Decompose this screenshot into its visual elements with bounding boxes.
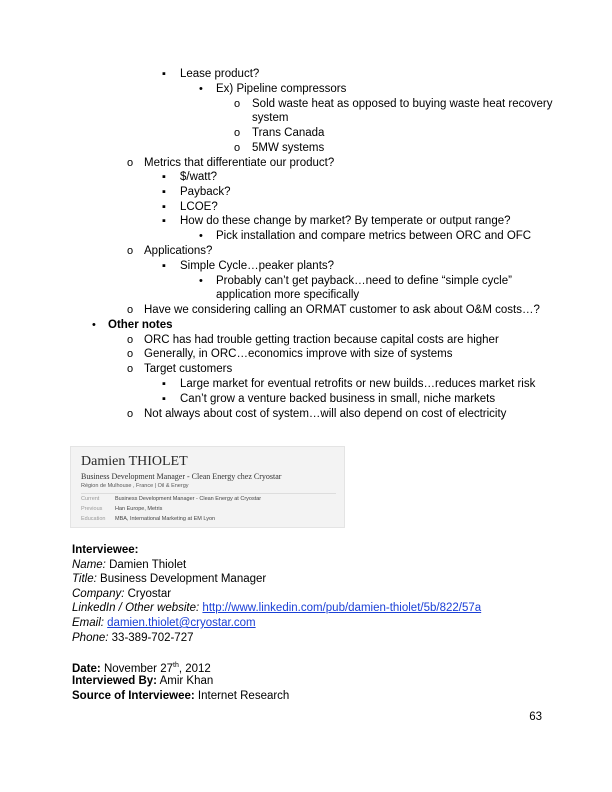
outline-item: 5MW systems xyxy=(252,142,325,154)
date-year: , 2012 xyxy=(178,662,211,675)
outline-item: Lease product? xyxy=(180,68,260,80)
outline-item: Generally, in ORC…economics improve with size of systems xyxy=(144,348,453,360)
bullet-marker: o xyxy=(127,157,134,169)
card-name: Damien THIOLET xyxy=(81,454,188,469)
bullet-marker: o xyxy=(127,408,134,420)
interviewee-name-row xyxy=(72,558,186,572)
outline-item: Ex) Pipeline compressors xyxy=(216,83,347,95)
interviewed-by-label: Interviewed By: xyxy=(72,675,157,687)
bullet-marker: • xyxy=(92,319,96,331)
linkedin-profile-card xyxy=(70,446,345,528)
bullet-marker: ▪ xyxy=(162,171,166,183)
bullet-marker: o xyxy=(127,363,134,375)
source-value: Internet Research xyxy=(197,690,290,702)
outline-item: Probably can’t get payback…need to define “simple cycle” xyxy=(216,275,512,287)
outline-item: Simple Cycle…peaker plants? xyxy=(180,260,335,272)
outline-item: Sold waste heat as opposed to buying waste heat recovery xyxy=(252,98,553,110)
card-current-label: Current xyxy=(81,496,100,502)
email-link[interactable]: damien.thiolet@cryostar.com xyxy=(107,617,256,629)
interviewee-phone-row xyxy=(72,631,194,645)
outline-item: Payback? xyxy=(180,186,231,198)
company-label: Company: xyxy=(72,588,125,600)
interviewee-email-row xyxy=(72,616,256,630)
source-row xyxy=(72,689,289,703)
card-row-current xyxy=(81,496,261,502)
card-education-value: MBA, International Marketing at EM Lyon xyxy=(115,516,216,522)
name-label: Name: xyxy=(72,559,106,571)
outline-item: $/watt? xyxy=(180,171,218,183)
page-number: 63 xyxy=(529,711,542,723)
card-previous-label: Previous xyxy=(81,506,103,512)
outline-item: Target customers xyxy=(144,363,233,375)
outline-item: Pick installation and compare metrics between ORC and OFC xyxy=(216,230,532,242)
date-suffix: th xyxy=(173,662,179,669)
bullet-marker: ▪ xyxy=(162,260,166,272)
phone-label: Phone: xyxy=(72,632,109,644)
linkedin-link[interactable]: http://www.linkedin.com/pub/damien-thiolet/5b/822/57a xyxy=(202,602,482,614)
outline-item: Trans Canada xyxy=(252,127,325,139)
outline-item: Can’t grow a venture backed business in small, niche markets xyxy=(180,393,496,405)
outline-item: How do these change by market? By temperate or output range? xyxy=(180,215,511,227)
card-location: Région de Mulhouse , France | Oil & Energy xyxy=(81,483,189,489)
card-divider xyxy=(81,493,336,494)
title-label: Title: xyxy=(72,573,97,585)
card-education-label: Education xyxy=(81,516,106,522)
outline-item: Not always about cost of system…will also depend on cost of electricity xyxy=(144,408,507,420)
outline-heading-other-notes: Other notes xyxy=(108,319,173,331)
bullet-marker: • xyxy=(199,275,203,287)
bullet-marker: o xyxy=(234,98,241,110)
outline-item: Large market for eventual retrofits or new builds…reduces market risk xyxy=(180,378,536,390)
bullet-marker: o xyxy=(234,127,241,139)
bullet-marker: o xyxy=(127,245,134,257)
bullet-marker: ▪ xyxy=(162,393,166,405)
outline-item-continuation: application more specifically xyxy=(216,289,360,301)
interviewee-title-row xyxy=(72,572,266,586)
interviewed-by-row xyxy=(72,674,213,688)
outline-item-continuation: system xyxy=(252,112,289,124)
outline-item: Have we considering calling an ORMAT customer to ask about O&M costs…? xyxy=(144,304,540,316)
outline-item: ORC has had trouble getting traction because capital costs are higher xyxy=(144,334,499,346)
interviewee-heading: Interviewee: xyxy=(72,544,139,556)
bullet-marker: o xyxy=(127,304,134,316)
date-main: November 27 xyxy=(103,662,174,675)
card-row-education xyxy=(81,516,215,522)
card-row-previous xyxy=(81,506,162,512)
bullet-marker: ▪ xyxy=(162,186,166,198)
bullet-marker: ▪ xyxy=(162,215,166,227)
bullet-marker: ▪ xyxy=(162,68,166,80)
bullet-marker: o xyxy=(234,142,241,154)
bullet-marker: ▪ xyxy=(162,201,166,213)
outline-item: Applications? xyxy=(144,245,213,257)
interviewee-company-row xyxy=(72,587,171,601)
bullet-marker: o xyxy=(127,348,134,360)
date-label: Date: xyxy=(72,662,101,675)
source-label: Source of Interviewee: xyxy=(72,690,195,702)
name-value: Damien Thiolet xyxy=(109,559,187,571)
bullet-marker: • xyxy=(199,83,203,95)
bullet-marker: o xyxy=(127,334,134,346)
outline-item: Metrics that differentiate our product? xyxy=(144,157,335,169)
interviewed-by-value: Amir Khan xyxy=(159,675,214,687)
phone-value: 33-389-702-727 xyxy=(111,632,194,644)
email-label: Email: xyxy=(72,617,104,629)
outline-item: LCOE? xyxy=(180,201,218,213)
title-value: Business Development Manager xyxy=(100,573,267,585)
company-value: Cryostar xyxy=(127,588,172,600)
bullet-marker: • xyxy=(199,230,203,242)
card-current-value: Business Development Manager - Clean Energy at Cryostar xyxy=(115,496,262,502)
interviewee-website-row xyxy=(72,601,481,615)
bullet-marker: ▪ xyxy=(162,378,166,390)
card-previous-value: Han Europe, Metris xyxy=(115,506,163,512)
website-label: LinkedIn / Other website: xyxy=(72,602,200,614)
card-headline: Business Development Manager - Clean Energy chez Cryostar xyxy=(81,472,282,481)
